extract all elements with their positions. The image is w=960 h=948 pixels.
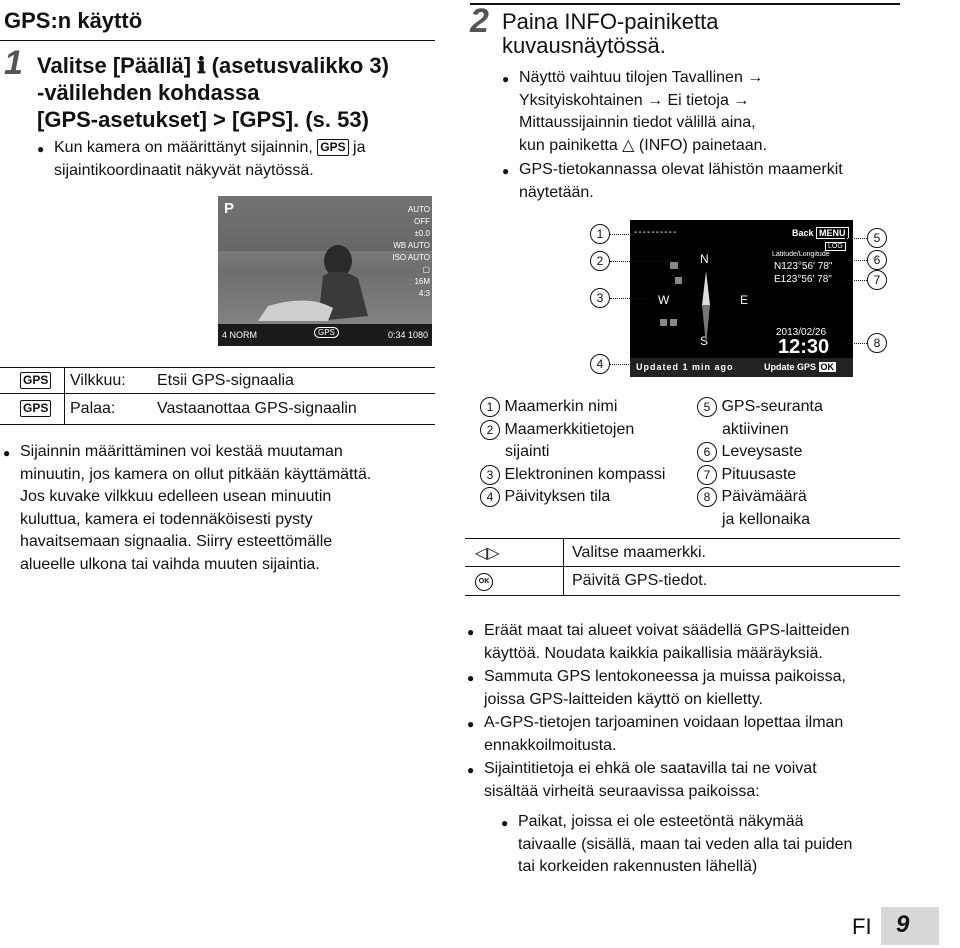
notes-list: ● Eräät maat tai alueet voivat säädellä GPS-laitteiden käyttöä. Noudata kaikkia paikallisia määräyksiä. ● Sammuta GPS lentokoneessa ja muissa paikoissa, joissa GPS-laitteiden käyttö on kielletty. ● A-GPS-tietojen tarjoaminen voidaan lopettaa ilman ennakkoilmoitusta. ● Sijaintitietoja ei ehkä ole saatavilla tai ne voivat sisältää virheitä seuraavissa paikoissa: xyxy=(484,620,924,804)
time-value: 12:30 xyxy=(778,336,830,358)
step2-bullet-modes: ● Näyttö vaihtuu tilojen Tavallinen → Yksityiskohtainen → Ei tietoja → Mittaussijainnin tiedot välillä aina, kun painiketta △ (INFO) painetaan. xyxy=(519,67,919,157)
callout-2: 2 xyxy=(590,251,610,271)
callout-8: 8 xyxy=(867,333,887,353)
camera-gps-indicator: GPS xyxy=(314,327,339,338)
control-update-gps: Päivitä GPS-tiedot. xyxy=(572,572,708,589)
camera-bottom-left: 4 NORM xyxy=(222,330,258,340)
latitude-value: N123°56' 78" xyxy=(774,261,833,272)
arrow-left-right-icon: ◁▷ xyxy=(475,545,500,562)
legend-left: 1 Maamerkin nimi 2 Maamerkkitietojen sijainti 3 Elektroninen kompassi 4 Päivityksen tila xyxy=(480,396,690,509)
camera-settings-column: AUTO OFF ±0.0 WB AUTO ISO AUTO ▢ 16M 4:3 xyxy=(392,205,430,298)
gps-blinking-icon: GPS xyxy=(20,372,51,389)
legend-right: 5 GPS-seuranta aktiivinen 6 Leveysaste 7 Pituusaste 8 Päivämäärä ja kellonaika xyxy=(697,396,897,531)
callout-7: 7 xyxy=(867,270,887,290)
landmark-name: ---------- xyxy=(634,227,678,238)
back-label: Back MENU xyxy=(792,228,849,238)
step1-heading: Valitse [Päällä] ℹ (asetusvalikko 3) -välilehden kohdassa [GPS-asetukset] > [GPS]. (s. 53) xyxy=(37,53,389,132)
footer-language: FI xyxy=(852,914,872,939)
log-indicator: LOG xyxy=(825,242,846,251)
mode-indicator: P xyxy=(224,200,235,217)
camera-screen xyxy=(218,196,432,346)
subnote: ● Paikat, joissa ei ole esteetöntä näkymää taivaalle (sisällä, maan tai veden alla tai puiden tai korkeiden rakennusten lähellä) xyxy=(518,811,918,879)
longitude-value: E123°56' 78" xyxy=(774,274,832,285)
date-value: 2013/02/26 xyxy=(776,327,827,338)
step1-number: 1 xyxy=(4,44,23,82)
latlong-label: Latitude/Longitude xyxy=(772,251,830,258)
title-rule xyxy=(0,40,435,41)
note-acquisition-time: ● Sijainnin määrittäminen voi kestää muutaman minuutin, jos kamera on ollut pitkään käyttämättä. Jos kuvake vilkkuu edelleen usean minuutin kuluttua, kamera ei todennäköisesti pysty havaitsemaan signaalia. Siirry esteettömälle alueelle ulkona tai vaihda muuten sijaintia. xyxy=(20,441,440,576)
callout-4: 4 xyxy=(590,354,610,374)
update-status: Updated 1 min ago xyxy=(636,362,734,372)
callout-6: 6 xyxy=(867,250,887,270)
step2-bullet-landmarks: ● GPS-tietokannassa olevat lähistön maamerkit näytetään. xyxy=(519,159,919,204)
compass-screen: ---------- Back MENU LOG Latitude/Longitude N123°56' 78" E123°56' 78" N W E S 2013/02/26 12:30 Updated 1 min ago Update GPS OK xyxy=(630,220,853,377)
callout-3: 3 xyxy=(590,288,610,308)
step2-heading: Paina INFO-painiketta kuvausnäytössä. xyxy=(502,9,719,58)
callout-1: 1 xyxy=(590,224,610,244)
page-title: GPS:n käyttö xyxy=(4,8,143,33)
step2-number: 2 xyxy=(470,2,489,40)
callout-5: 5 xyxy=(867,228,887,248)
gps-steady-icon: GPS xyxy=(20,400,51,417)
compass-needle-icon xyxy=(660,255,760,355)
ok-button-icon: OK xyxy=(475,573,493,591)
page-number: 9 xyxy=(896,911,910,938)
camera-bottom-right: 0:34 1080 xyxy=(387,330,428,340)
gps-icon: GPS xyxy=(317,139,348,156)
update-gps-label: Update GPS OK xyxy=(764,362,835,372)
control-select-landmark: Valitse maamerkki. xyxy=(572,544,706,561)
step1-bullet: ● Kun kamera on määrittänyt sijainnin, GPS ja sijaintikoordinaatit näkyvät näytössä. xyxy=(54,137,434,182)
